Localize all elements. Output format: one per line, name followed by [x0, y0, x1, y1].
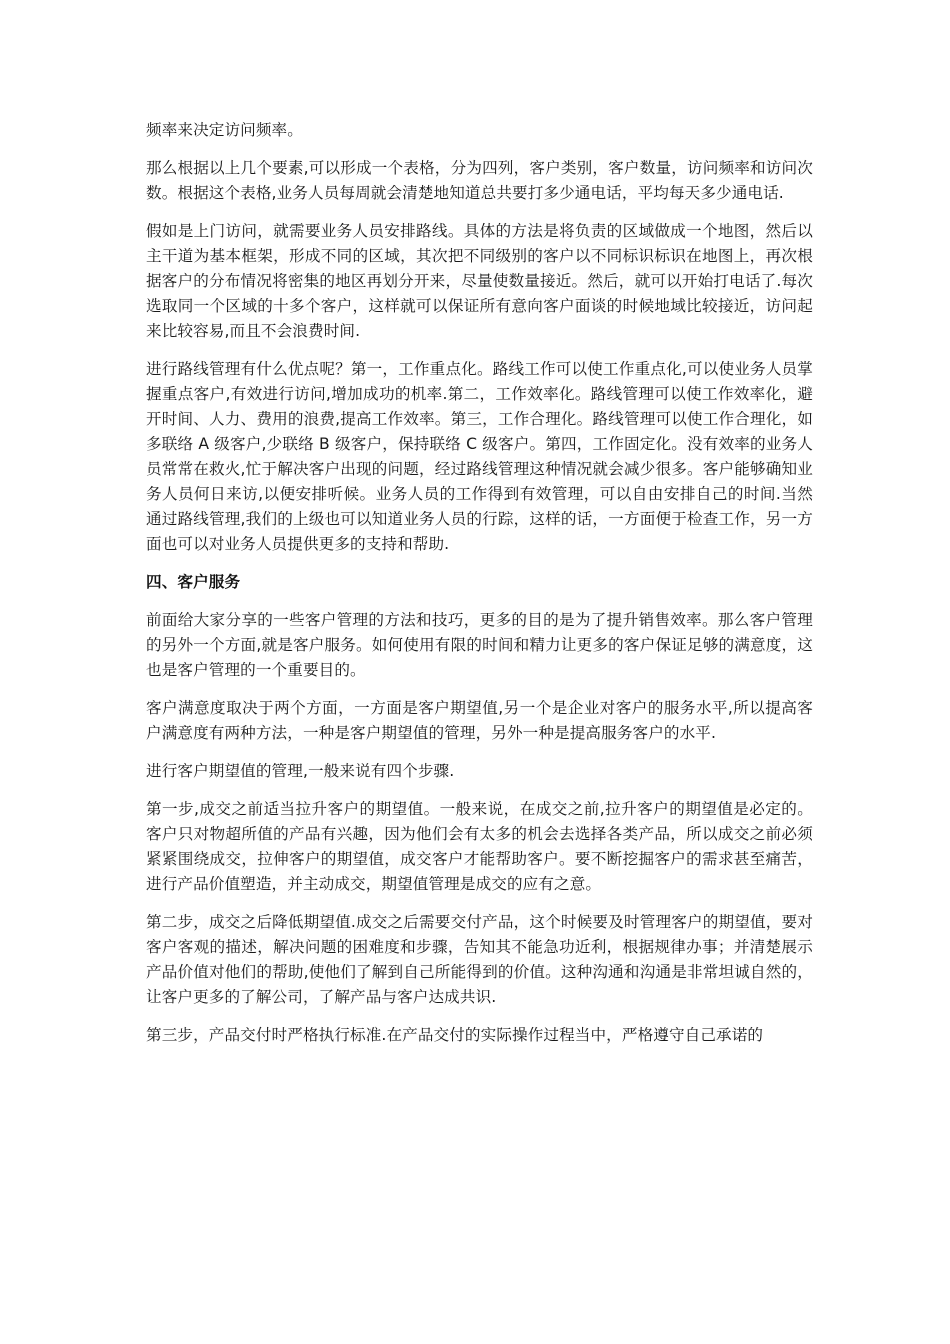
paragraph-route-advantages: 进行路线管理有什么优点呢？第一，工作重点化。路线工作可以使工作重点化,可以使业务人员掌握重点客户,有效进行访问,增加成功的机率.第二，工作效率化。路线管理可以使工作效率化，避开时间、人力、费用的浪费,提高工作效率。第三，工作合理化。路线管理可以使工作合理化，如多联络 A 级客户,少联络 B 级客户，保持联络 C 级客户。第四，工作固定化。没有效率的业务人员常常在救火,忙于解决客户出现的问题，经过路线管理这种情况就会减少很多。客户能够确知业务人员何日来访,以便安排听候。业务人员的工作得到有效管理，可以自由安排自己的时间.当然通过路线管理,我们的上级也可以知道业务人员的行踪，这样的话，一方面便于检查工作，另一方面也可以对业务人员提供更多的支持和帮助.	[146, 360, 813, 553]
document-body	[146, 118, 813, 1061]
paragraph-step-two: 第二步，成交之后降低期望值.成交之后需要交付产品，这个时候要及时管理客户的期望值，要对客户客观的描述，解决问题的困难度和步骤，告知其不能急功近利，根据规律办事；并清楚展示产品价值对他们的帮助,使他们了解到自己所能得到的价值。这种沟通和沟通是非常坦诚自然的，让客户更多的了解公司，了解产品与客户达成共识.	[146, 913, 813, 1006]
paragraph-service-intro: 前面给大家分享的一些客户管理的方法和技巧，更多的目的是为了提升销售效率。那么客户管理的另外一个方面,就是客户服务。如何使用有限的时间和精力让更多的客户保证足够的满意度，这也是客户管理的一个重要目的。	[146, 611, 813, 679]
paragraph-visit-table: 那么根据以上几个要素,可以形成一个表格，分为四列，客户类别，客户数量，访问频率和访问次数。根据这个表格,业务人员每周就会清楚地知道总共要打多少通电话，平均每天多少通电话.	[146, 159, 813, 202]
paragraph-visit-frequency: 频率来决定访问频率。	[146, 121, 303, 139]
paragraph-step-one: 第一步,成交之前适当拉升客户的期望值。一般来说，在成交之前,拉升客户的期望值是必定的。客户只对物超所值的产品有兴趣，因为他们会有太多的机会去选择各类产品，所以成交之前必须紧紧围绕成交，拉伸客户的期望值，成交客户才能帮助客户。要不断挖掘客户的需求甚至痛苦，进行产品价值塑造，并主动成交，期望值管理是成交的应有之意。	[146, 800, 813, 893]
paragraph-step-three: 第三步，产品交付时严格执行标准.在产品交付的实际操作过程当中，严格遵守自己承诺的	[146, 1026, 764, 1044]
paragraph-four-steps: 进行客户期望值的管理,一般来说有四个步骤.	[146, 762, 455, 780]
paragraph-route-planning: 假如是上门访问，就需要业务人员安排路线。具体的方法是将负责的区域做成一个地图，然后以主干道为基本框架，形成不同的区域，其次把不同级别的客户以不同标识标识在地图上，再次根据客户的分布情况将密集的地区再划分开来，尽量使数量接近。然后，就可以开始打电话了.每次选取同一个区域的十多个客户，这样就可以保证所有意向客户面谈的时候地域比较接近，访问起来比较容易,而且不会浪费时间.	[146, 222, 813, 340]
paragraph-satisfaction: 客户满意度取决于两个方面，一方面是客户期望值,另一个是企业对客户的服务水平,所以提高客户满意度有两种方法，一种是客户期望值的管理，另外一种是提高服务客户的水平.	[146, 699, 813, 742]
section-heading-customer-service: 四、客户服务	[146, 573, 241, 591]
